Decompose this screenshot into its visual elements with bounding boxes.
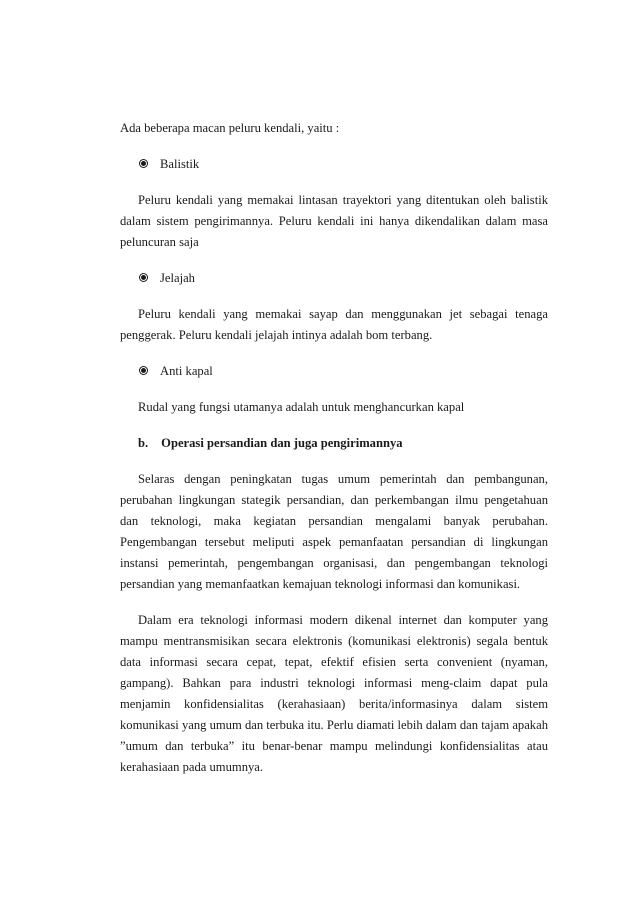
section-number: b. [138,436,149,450]
bullet-description: Peluru kendali yang memakai lintasan trayektori yang ditentukan oleh balistik dalam sistem pengirimannya. Peluru kendali ini hanya dikendalikan dalam masa peluncuran saja [120,193,548,249]
bullet-item-anti-kapal [120,361,548,382]
bullet-icon [140,274,147,281]
bullet-item-balistik [120,154,548,175]
body-paragraph: Selaras dengan peningkatan tugas umum pemerintah dan pembangunan, perubahan lingkungan stategik persandian, dan perkembangan ilmu pengetahuan dan teknologi, maka kegiatan persandian mengalami banyak perubahan. Pengembangan tersebut meliputi aspek pemanfaatan persandian di lingkungan instansi pemerintah, pengembangan organisasi, dan pengembangan teknologi persandian yang memanfaatkan kemajuan teknologi informasi dan komunikasi. [120,472,548,591]
bullet-icon [140,160,147,167]
section-title: Operasi persandian dan juga pengirimannya [161,436,403,450]
bullet-label: Balistik [160,157,200,171]
bullet-description: Peluru kendali yang memakai sayap dan menggunakan jet sebagai tenaga penggerak. Peluru kendali jelajah intinya adalah bom terbang. [120,307,548,342]
bullet-label: Jelajah [160,271,195,285]
section-heading [120,433,548,454]
bullet-icon [140,367,147,374]
bullet-label: Anti kapal [160,364,213,378]
bullet-item-jelajah [120,268,548,289]
page-content [120,118,548,793]
bullet-description: Rudal yang fungsi utamanya adalah untuk menghancurkan kapal [138,400,465,414]
intro-text: Ada beberapa macan peluru kendali, yaitu : [120,121,340,135]
body-paragraph: Dalam era teknologi informasi modern dikenal internet dan komputer yang mampu mentransmisikan secara elektronis (komunikasi elektronis) segala bentuk data informasi secara cepat, tepat, efektif efisien serta convenient (nyaman, gampang). Bahkan para industri teknologi informasi meng-claim dapat pula menjamin konfidensialitas (kerahasiaan) berita/informasinya dalam sistem komunikasi yang umum dan terbuka itu. Perlu diamati lebih dalam dan tajam apakah ”umum dan terbuka” itu benar-benar mampu melindungi konfidensialitas atau kerahasiaan pada umumnya. [120,613,548,774]
